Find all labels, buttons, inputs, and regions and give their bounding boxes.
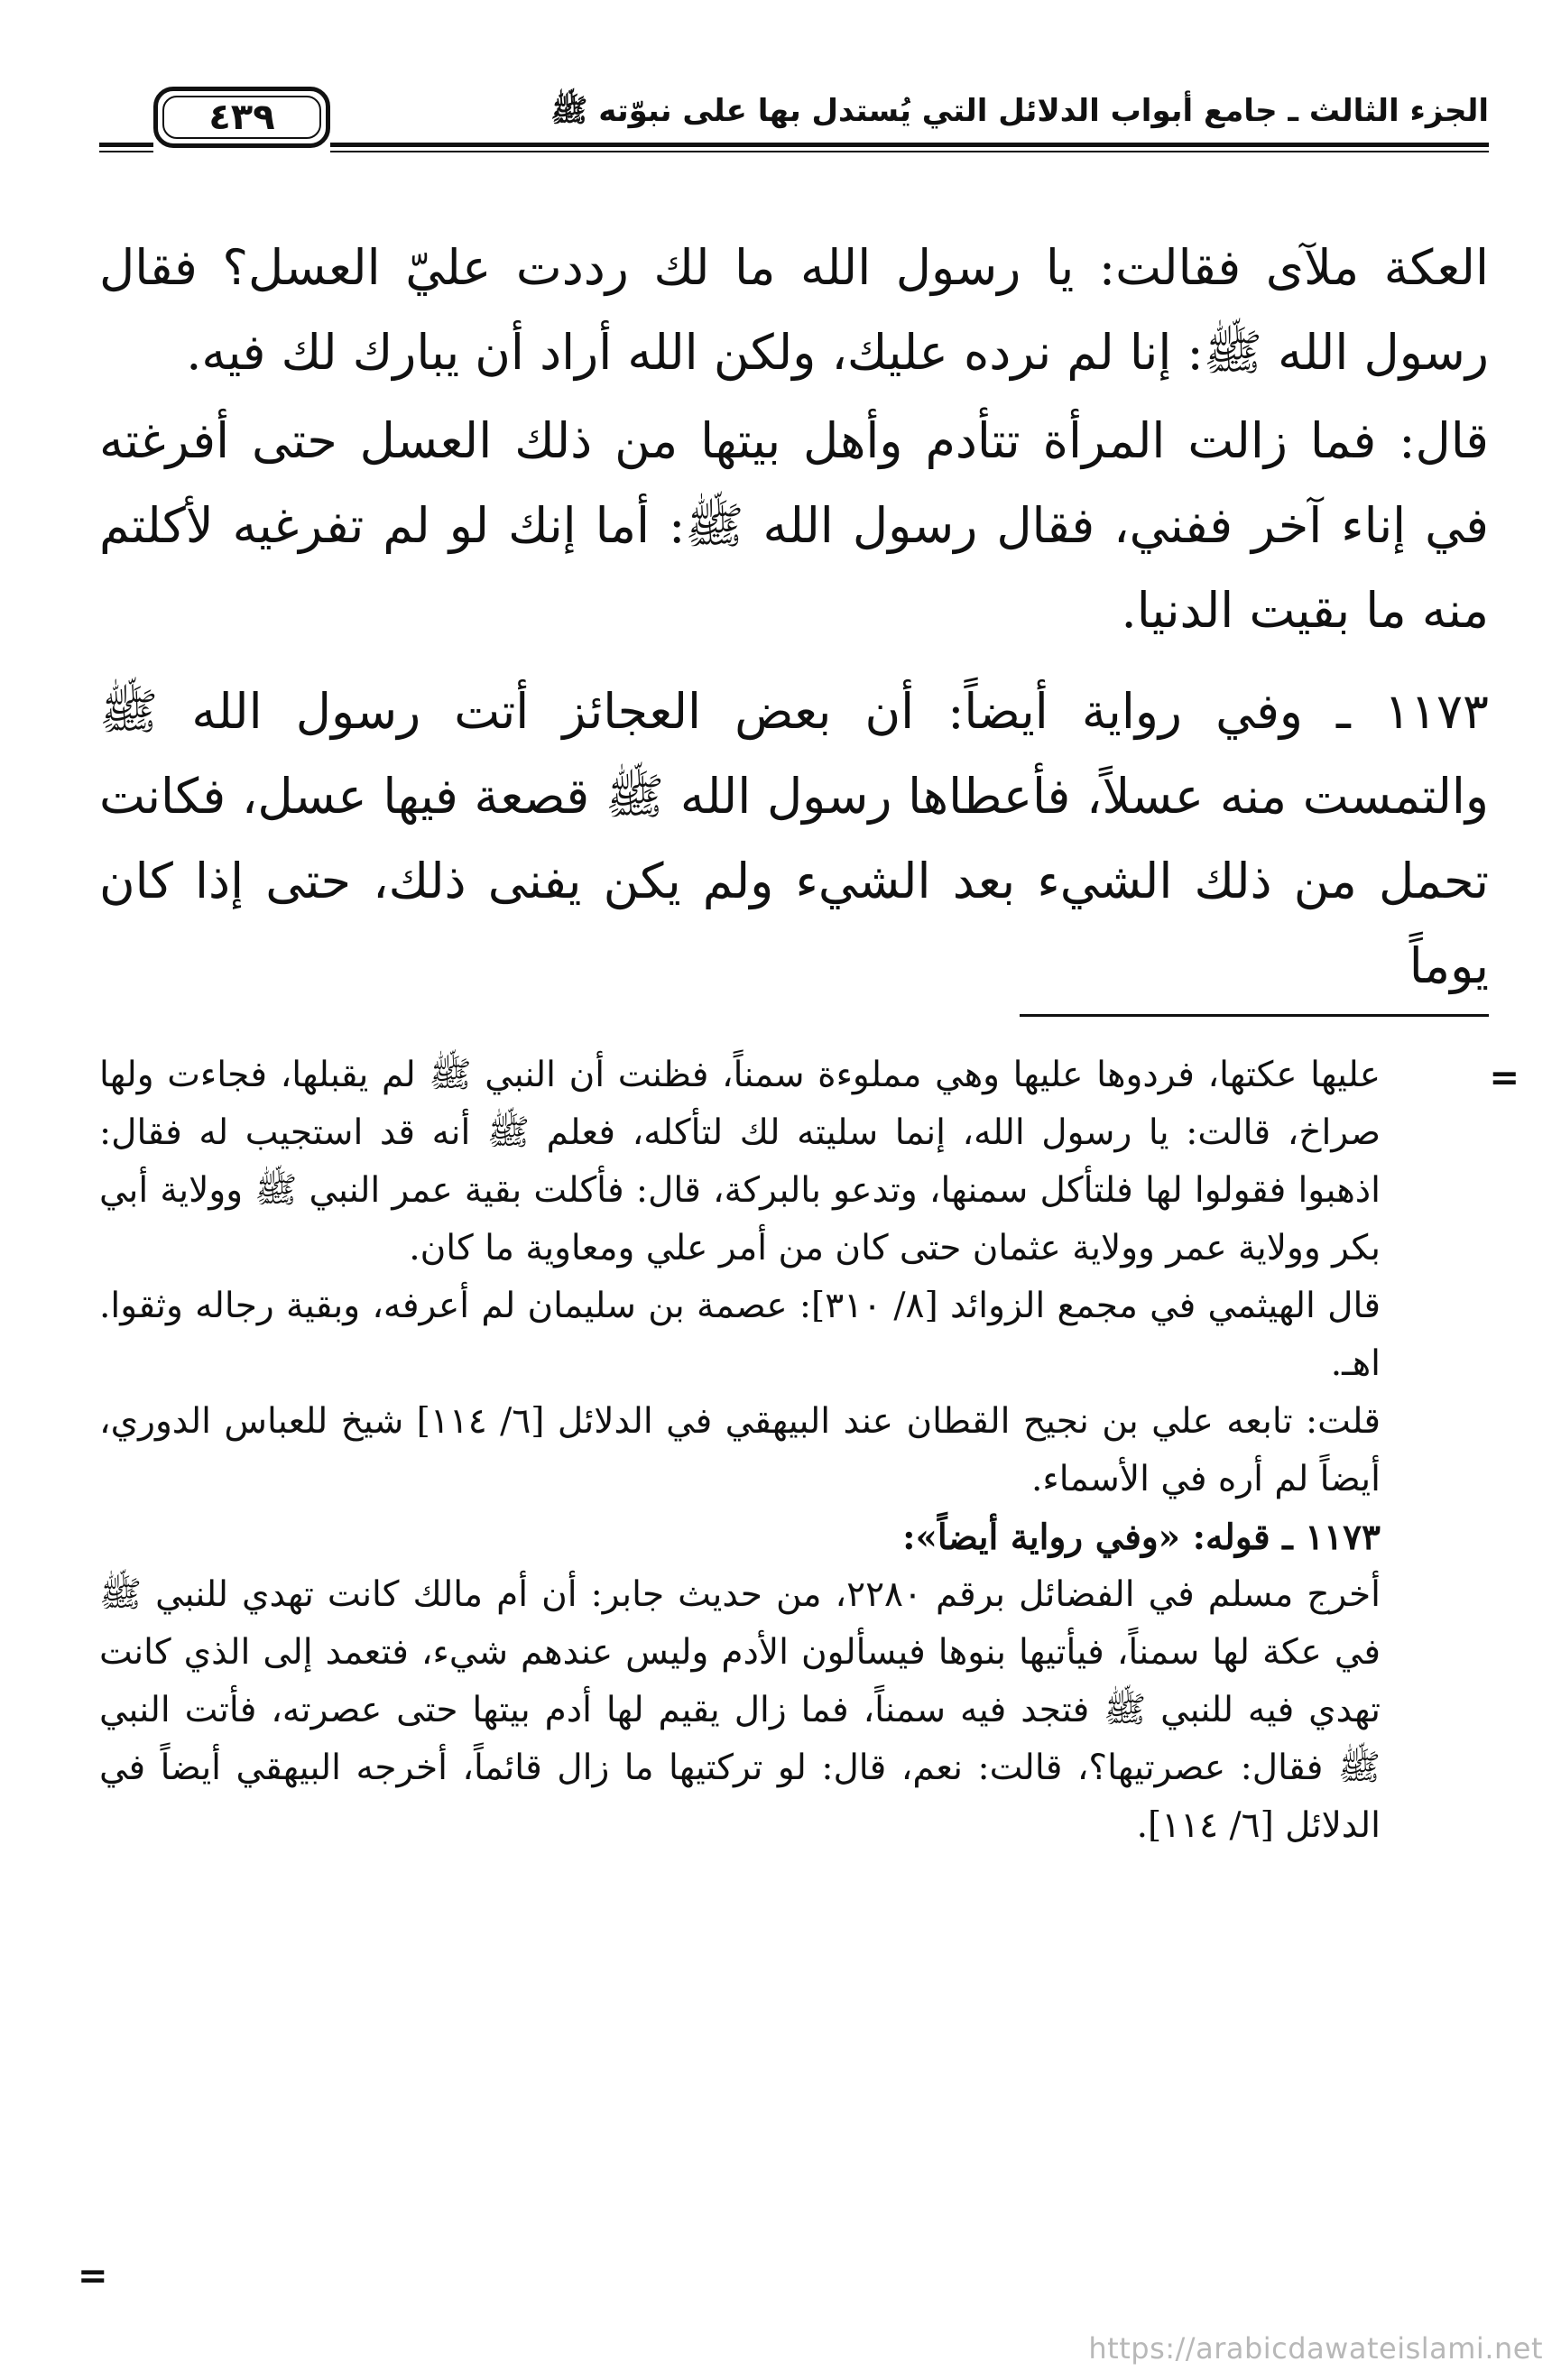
page-number-frame — [153, 87, 330, 148]
page-number: ٤٣٩ — [162, 96, 321, 139]
running-title: الجزء الثالث ـ جامع أبواب الدلائل التي يُستدل بها على نبوّته ﷺ — [550, 93, 1489, 129]
main-text — [99, 226, 1489, 1018]
footnote-paragraph: قلت: تابعه علي بن نجيح القطان عند البيهقي في الدلائل [٦/ ١١٤] شيخ للعباس الدوري، أيضاً لم أره في الأسماء. — [99, 1401, 1381, 1499]
main-paragraph: العكة ملآى فقالت: يا رسول الله ما لك رددت عليّ العسل؟ فقال رسول الله ﷺ: إنا لم نرده عليك، ولكن الله أراد أن يبارك لك فيه. — [99, 239, 1489, 381]
footnote-heading: ١١٧٣ ـ قوله: «وفي رواية أيضاً»: — [902, 1517, 1381, 1558]
footnote-separator — [1020, 1014, 1489, 1017]
hadith-paragraph: ١١٧٣ ـ وفي رواية أيضاً: أن بعض العجائز أتت رسول الله ﷺ والتمست منه عسلاً، فأعطاها رسول الله ﷺ قصعة فيها عسل، فكانت تحمل من ذلك الشيء بعد الشيء ولم يكن يفنى ذلك، حتى إذا كان يوماً — [99, 683, 1489, 994]
footnote-paragraph: أخرج مسلم في الفضائل برقم ٢٢٨٠، من حديث جابر: أن أم مالك كانت تهدي للنبي ﷺ في عكة لها سمناً، فيأتيها بنوها فيسألون الأدم وليس عندهم شيء، فتعمد إلى الذي كانت تهدي فيه للنبي ﷺ فتجد فيه سمناً، فما زال يقيم لها أدم بيتها حتى عصرته، فأتت النبي ﷺ فقال: عصرتيها؟، قالت: نعم، قال: لو تركتيها ما زال قائماً، أخرجه البيهقي أيضاً في الدلائل [٦/ ١١٤]. — [99, 1574, 1381, 1846]
watermark-url: https://arabicdawateislami.net — [1088, 2331, 1543, 2366]
page-header — [99, 87, 1489, 159]
continuation-mark-top: = — [1489, 1057, 1519, 1099]
main-paragraph: قال: فما زالت المرأة تتأدم وأهل بيتها من ذلك العسل حتى أفرغته في إناء آخر ففني، فقال رسول الله ﷺ: أما إنك لو لم تفرغيه لأكلتم منه ما بقيت الدنيا. — [99, 412, 1489, 639]
footnote-paragraph: عليها عكتها، فردوها عليها وهي مملوءة سمناً، فظنت أن النبي ﷺ لم يقبلها، فجاءت ولها صراخ، قالت: يا رسول الله، إنما سليته لك لتأكله، فعلم ﷺ أنه قد استجيب له فقال: اذهبوا فقولوا لها فلتأكل سمنها، وتدعو بالبركة، قال: فأكلت بقية عمر النبي ﷺ وولاية أبي بكر وولاية عمر وولاية عثمان حتى كان من أمر علي ومعاوية ما كان. — [99, 1055, 1381, 1268]
footnotes — [99, 1047, 1381, 1855]
continuation-mark-bottom: = — [78, 2255, 108, 2297]
footnote-paragraph: قال الهيثمي في مجمع الزوائد [٨/ ٣١٠]: عصمة بن سليمان لم أعرفه، وبقية رجاله وثقوا. اهـ. — [99, 1286, 1381, 1384]
